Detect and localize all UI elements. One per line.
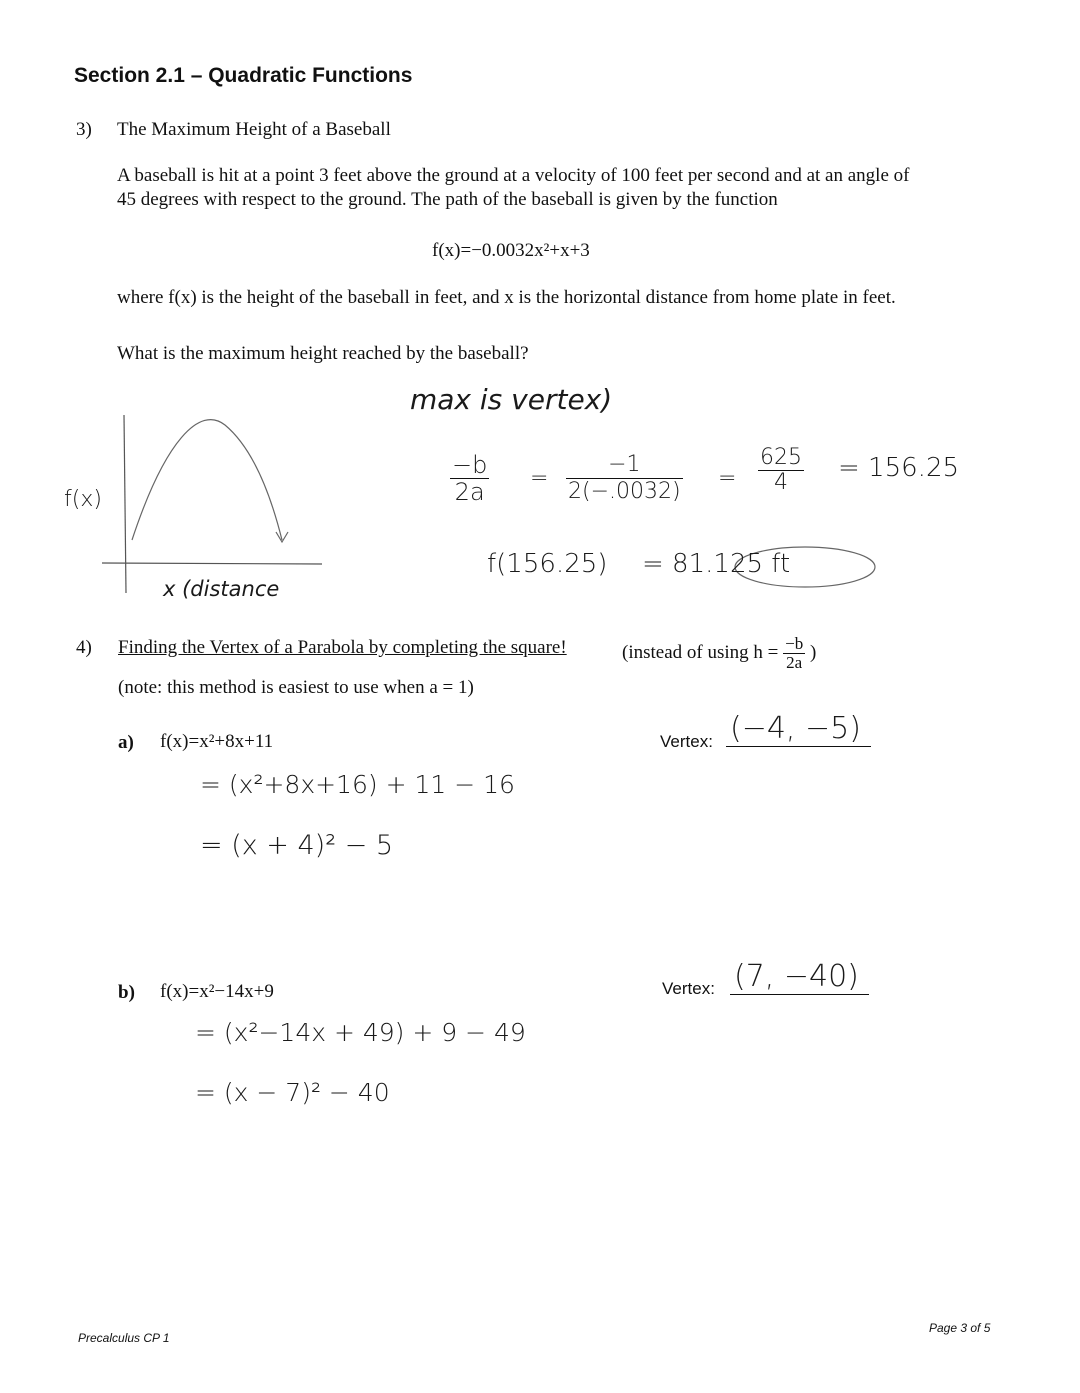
problem3-number: 3): [76, 119, 92, 140]
instead-suffix: ): [809, 641, 817, 663]
work-eq1: =: [530, 466, 549, 491]
part-a-label: a): [118, 732, 134, 753]
work-answer: = 81.125 ft: [642, 549, 791, 579]
section-title: Section 2.1 – Quadratic Functions: [74, 64, 413, 87]
y-axis: [124, 415, 126, 593]
arrow-head: [276, 532, 288, 542]
footer-course: Precalculus CP 1: [78, 1331, 170, 1345]
work-result-h: = 156.25: [838, 453, 960, 483]
part-b-function: f(x)=x²−14x+9: [160, 981, 274, 1002]
part-a-step2: = (x + 4)² − 5: [200, 830, 394, 861]
part-a-step1: = (x²+8x+16) + 11 − 16: [200, 770, 515, 799]
part-a-vertex-label: Vertex:: [660, 732, 713, 751]
work-frac3-num: 625: [760, 445, 802, 470]
problem4-instead: [622, 635, 816, 672]
part-a-function: f(x)=x²+8x+11: [160, 731, 274, 752]
work-frac1-num: −b: [452, 451, 488, 479]
graph-x-label: x (distance: [163, 577, 280, 601]
parabola-curve: [132, 420, 282, 540]
part-b-step2: = (x − 7)² − 40: [195, 1078, 390, 1107]
problem3-paragraph-line2: 45 degrees with respect to the ground. The path of the baseball is given by the function: [117, 189, 778, 210]
instead-frac-num: −b: [785, 634, 804, 653]
part-b-step1: = (x²−14x + 49) + 9 − 49: [195, 1018, 526, 1047]
work-frac2-den: 2(−.0032): [568, 479, 681, 504]
instead-frac-den: 2a: [786, 653, 803, 672]
part-a-vertex-answer: (−4, −5): [726, 711, 871, 747]
part-b-vertex-label: Vertex:: [662, 979, 715, 998]
work-frac1-den: 2a: [454, 478, 485, 506]
problem3-where-line: [117, 287, 896, 309]
x-axis: [102, 563, 322, 564]
instead-prefix: (instead of using h =: [622, 641, 779, 663]
work-note: max is vertex): [410, 383, 613, 416]
problem4-number: 4): [76, 637, 92, 658]
part-b-label: b): [118, 982, 135, 1003]
problem3-function: f(x)=−0.0032x²+x+3: [432, 240, 590, 261]
where-rest: is the height of the baseball in feet, and x is the horizontal distance from home plate in feet.: [201, 287, 896, 308]
problem3-title: The Maximum Height of a Baseball: [117, 119, 391, 140]
work-frac3-den: 4: [774, 470, 788, 495]
work-frac3: [758, 446, 804, 495]
part-b-vertex-answer: (7, −40): [730, 959, 869, 995]
work-frac1: [450, 452, 489, 505]
where-prefix: where: [117, 287, 164, 308]
work-eq2: =: [718, 466, 737, 491]
problem4-title: Finding the Vertex of a Parabola by completing the square!: [118, 637, 567, 658]
problem4-note: (note: this method is easiest to use when a = 1): [118, 677, 474, 698]
where-fx: f(x): [168, 287, 197, 308]
work-frac2-num: −1: [566, 452, 683, 479]
problem3-paragraph-line1: A baseball is hit at a point 3 feet above the ground at a velocity of 100 feet per second and at an angle of: [117, 165, 910, 186]
problem3-question: What is the maximum height reached by the baseball?: [117, 343, 529, 364]
footer-page: Page 3 of 5: [929, 1321, 991, 1335]
graph-y-label: f(x): [64, 487, 102, 512]
work-f-eval: f(156.25): [487, 549, 608, 579]
work-frac2: [566, 452, 683, 505]
